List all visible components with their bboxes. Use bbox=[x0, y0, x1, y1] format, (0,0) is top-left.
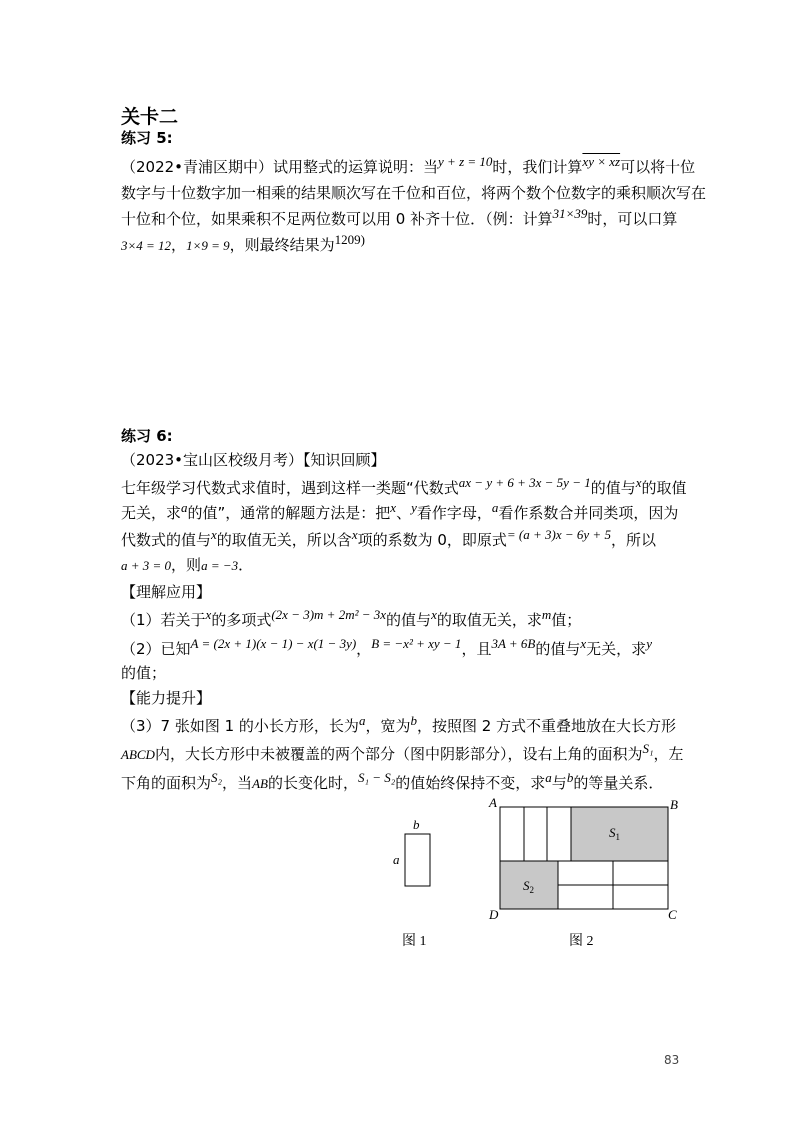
text: ，宽为 bbox=[365, 717, 411, 735]
text: ，所以 bbox=[610, 531, 656, 549]
text: ． bbox=[238, 556, 254, 574]
math: (2x − 3)m + 2m² − 3x bbox=[271, 607, 387, 622]
math: ABCD bbox=[121, 747, 155, 762]
text: 的多项式 bbox=[211, 611, 272, 629]
ex6-source: （2023•宝山区校级月考）【知识回顾】 bbox=[121, 451, 386, 469]
ex6-line-4 bbox=[121, 555, 253, 576]
text: 的等量关系． bbox=[573, 774, 664, 792]
ex6-line-3 bbox=[121, 527, 656, 551]
math: x bbox=[390, 500, 397, 515]
ex5-line-3 bbox=[121, 206, 678, 230]
ex5-line-2: 数字与十位数字加一相乘的结果顺次写在千位和百位，将两个数个位数字的乘积顺次写在 bbox=[121, 184, 707, 202]
text: 看作系数合并同类项，因为 bbox=[498, 504, 679, 522]
improve-title: 【能力提升】 bbox=[121, 689, 212, 707]
math: a bbox=[491, 500, 499, 515]
math: x bbox=[635, 475, 642, 490]
math: y bbox=[646, 636, 652, 651]
question-3-line-2 bbox=[121, 741, 684, 765]
exercise-5-title: 练习 5: bbox=[121, 129, 173, 147]
text: 七年级学习代数式求值时，遇到这样一类题“代数式 bbox=[121, 479, 459, 497]
text: 值； bbox=[551, 611, 582, 629]
question-2 bbox=[121, 636, 652, 660]
text: ，则 bbox=[171, 556, 202, 574]
text: 无关，求 bbox=[121, 504, 182, 522]
question-1 bbox=[121, 607, 582, 631]
question-3-line-1 bbox=[121, 713, 677, 737]
text: 可以将十位 bbox=[620, 158, 696, 176]
vertex-b: B bbox=[670, 797, 678, 812]
text: 的值与 bbox=[590, 479, 636, 497]
text: ，按照图 2 方式不重叠地放在大长方形 bbox=[416, 717, 677, 735]
math: a bbox=[181, 500, 188, 515]
text: 时，我们计算 bbox=[492, 158, 583, 176]
vertex-a: A bbox=[489, 795, 497, 810]
math: AB bbox=[252, 776, 268, 791]
math: x bbox=[431, 607, 437, 622]
small-rectangle bbox=[405, 834, 430, 886]
label-s2: $S_2$ bbox=[523, 878, 534, 895]
text: 、 bbox=[396, 504, 412, 522]
math: b bbox=[410, 713, 417, 728]
figure-1-caption: 图 1 bbox=[402, 934, 427, 949]
math: x bbox=[580, 636, 587, 651]
apply-title: 【理解应用】 bbox=[121, 583, 212, 601]
ex6-line-2 bbox=[121, 500, 679, 524]
text: 十位和个位，如果乘积不足两位数可以用 0 补齐十位．（例：计算 bbox=[121, 210, 553, 228]
text: 的值”，通常的解题方法是：把 bbox=[187, 504, 391, 522]
text: （2022•青浦区期中）试用整式的运算说明：当 bbox=[121, 158, 439, 176]
text: 的取值无关，求 bbox=[436, 611, 542, 629]
figure-2-caption: 图 2 bbox=[569, 934, 594, 949]
label-b: b bbox=[413, 817, 420, 832]
math: b bbox=[566, 770, 574, 785]
math: = (a + 3)x − 6y + 5 bbox=[506, 527, 611, 542]
label-a: a bbox=[393, 852, 400, 867]
math: a bbox=[545, 770, 552, 785]
math: 3A + 6B bbox=[491, 636, 536, 651]
text: ， bbox=[356, 640, 372, 658]
text: ，且 bbox=[461, 640, 492, 658]
ex6-line-1 bbox=[121, 475, 687, 499]
level-title: 关卡二 bbox=[121, 106, 179, 128]
exercise-6-title: 练习 6: bbox=[121, 427, 173, 445]
math: a bbox=[358, 713, 366, 728]
math: x bbox=[211, 527, 217, 542]
question-2-cont: 的值； bbox=[121, 664, 167, 682]
text: 的值与 bbox=[386, 611, 432, 629]
math: a + 3 = 0 bbox=[121, 558, 172, 573]
text: （2）已知 bbox=[121, 640, 191, 658]
text: ， bbox=[171, 236, 187, 254]
math: x bbox=[351, 527, 358, 542]
figure-1 bbox=[385, 812, 445, 952]
text: 代数式的值与 bbox=[121, 531, 212, 549]
math: A = (2x + 1)(x − 1) − x(1 − 3y) bbox=[190, 636, 357, 651]
text: 的长变化时， bbox=[267, 774, 358, 792]
text: 的值与 bbox=[535, 640, 581, 658]
question-3-line-3 bbox=[121, 770, 664, 794]
text: 的取值 bbox=[641, 479, 687, 497]
math: x bbox=[205, 607, 212, 622]
math: B = −x² + xy − 1 bbox=[371, 636, 462, 651]
text: 看作字母， bbox=[416, 504, 492, 522]
text: 项的系数为 0，即原式 bbox=[357, 531, 507, 549]
text: 无关，求 bbox=[586, 640, 647, 658]
text: ，则最终结果为 bbox=[229, 236, 335, 254]
math: xy × xz bbox=[582, 154, 621, 169]
text: 时，可以口算 bbox=[587, 210, 678, 228]
math: y + z = 10 bbox=[438, 154, 493, 169]
math: 1209) bbox=[334, 232, 365, 247]
vertex-c: C bbox=[668, 907, 677, 922]
text: ，当 bbox=[222, 774, 253, 792]
text: 的取值无关，所以含 bbox=[216, 531, 352, 549]
text: ，左 bbox=[653, 745, 684, 763]
math: S₁ bbox=[642, 741, 654, 756]
text: 内，大长方形中未被覆盖的两个部分（图中阴影部分），设右上角的面积为 bbox=[154, 745, 643, 763]
text: 下角的面积为 bbox=[121, 774, 212, 792]
ex5-line-1 bbox=[121, 154, 696, 178]
math: 1×9 = 9 bbox=[186, 238, 230, 253]
math: ax − y + 6 + 3x − 5y − 1 bbox=[458, 475, 591, 490]
text: （1）若关于 bbox=[121, 611, 206, 629]
text: 的值始终保持不变，求 bbox=[395, 774, 546, 792]
math: S₁ − S₂ bbox=[357, 770, 396, 785]
math: 3×4 = 12 bbox=[121, 238, 172, 253]
ex5-line-4 bbox=[121, 232, 365, 256]
math: m bbox=[541, 607, 552, 622]
math: a = −3 bbox=[201, 558, 239, 573]
vertex-d: D bbox=[489, 907, 499, 922]
math: y bbox=[411, 500, 417, 515]
label-s1: $S_1$ bbox=[609, 825, 620, 842]
page-number: 83 bbox=[664, 1053, 680, 1067]
text: 与 bbox=[551, 774, 567, 792]
math: 31×39 bbox=[552, 206, 588, 221]
math: S₂ bbox=[211, 770, 223, 785]
figure-2 bbox=[485, 795, 685, 955]
text: （3）7 张如图 1 的小长方形，长为 bbox=[121, 717, 359, 735]
